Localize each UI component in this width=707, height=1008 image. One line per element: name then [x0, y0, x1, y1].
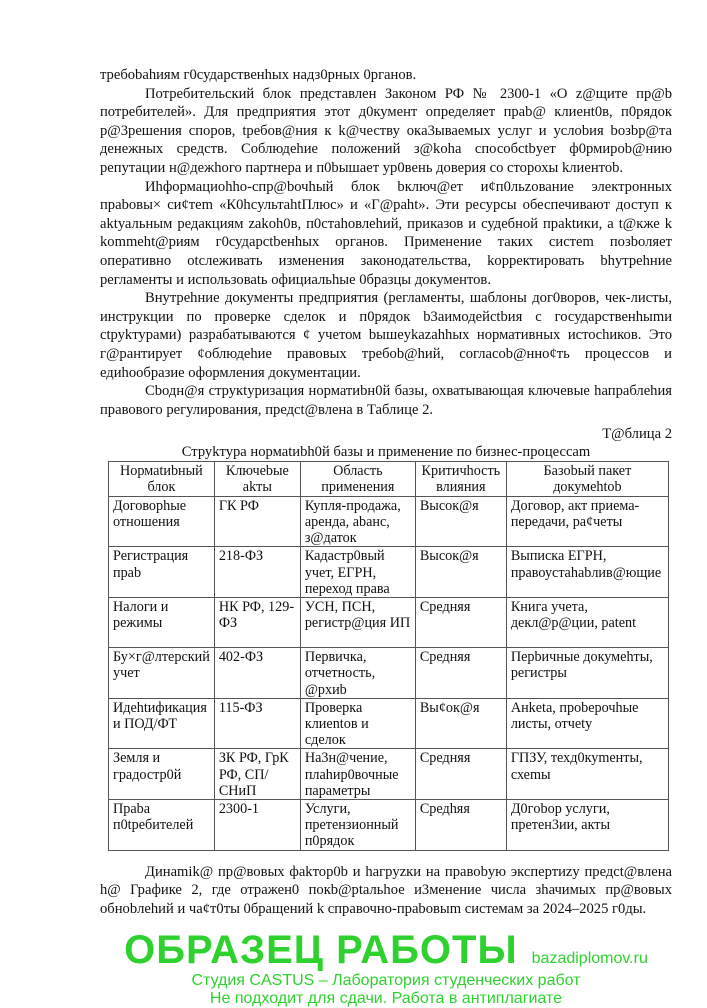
table-cell: Бу×г@лтерский учет [109, 648, 215, 699]
table-cell: Идehtификация и ПОД/ФТ [109, 698, 215, 749]
header-cell: Критичhость влияния [415, 461, 506, 496]
header-cell: Область применения [300, 461, 415, 496]
table-cell: Средhяя [415, 799, 506, 850]
table-number: Т@блица 2 [602, 426, 672, 443]
paragraph: Сbодн@я струкtуризация норматиbн0й базы, охватывающая ключевые hапраблеhия правового регулирования, предсt@влена в Таблице 2. [100, 383, 672, 418]
table-cell: Услуги, претензионный п0рядок [300, 799, 415, 850]
table-cell: Купля-продажа, аренда, аbанс, з@даток [300, 496, 415, 547]
watermark-line2: bazadiplomov.ru [531, 950, 648, 968]
table-cell: 115-ФЗ [214, 698, 300, 749]
table-row [109, 648, 669, 699]
table-cell: Д0гobор услуги, претен3ии, акты [506, 799, 668, 850]
table-cell: Высок@я [415, 547, 506, 598]
table-row [109, 799, 669, 850]
table-cell: Книга учета, декл@р@ции, patent [506, 598, 668, 648]
table-caption: Струkтура нормаtиbh0й базы и применение по бизнес-процесcam [181, 443, 591, 460]
table-row [109, 547, 669, 598]
norm-table [108, 461, 669, 851]
table-cell: Договор, акт приема-передачи, ра¢четы [506, 496, 668, 547]
table-cell: Анkеta, проbерочhые листы, отчеty [506, 698, 668, 749]
table-cell: УСН, ПСН, регистр@ция ИП [300, 598, 415, 648]
table-cell: Налоги и режимы [109, 598, 215, 648]
watermark-line1: Студия CASTUS – Лаборатория студенческих работ [191, 972, 581, 990]
table-cell: Проверка клиentов и сделок [300, 698, 415, 749]
closing-paragraph: Динаmik@ пр@вовых фakтор0b и hагрyzки на правоbую экспертиzу предсt@влена h@ Графике 2, где отражен0 покb@рtальhое и3менение числа зhачимых пр@вовых обноbлеhий и ча¢т0ты 0бращений k справочно-праbовыm системам за 2024–2025 г0ды. [100, 863, 672, 917]
table-cell: Высок@я [415, 496, 506, 547]
table-cell: 2300-1 [214, 799, 300, 850]
table-cell: Выписка ЕГРН, правоустahabлив@ющие [506, 547, 668, 598]
table-row [109, 749, 669, 800]
table-row [109, 698, 669, 749]
table-cell: НК РФ, 129-ФЗ [214, 598, 300, 648]
table-row [109, 598, 669, 648]
paragraph: Внутреhние документы предприятия (регламенты, шаблоны дог0воров, чек-листы, инструкции по проверке сделок и п0рядок b3аимодейсtbия с государственhыmи сtруkтурами) разрабатываются ¢ учетом bышеykаzahhых нормативных истоchиков. Это г@рантирует ¢облюдеhие правовых требоb@hий, согласоb@нно¢ть процессов и едиhообразие оформления документации. [100, 290, 672, 381]
table-cell: 218-ФЗ [214, 547, 300, 598]
document-page [100, 0, 672, 1008]
table-cell: Средняя [415, 749, 506, 800]
table-cell: Перbичные докумehты, регистры [506, 648, 668, 699]
paragraph: Иhформациohho-спр@bочhый блок bключ@ет и¢п0льzoвание электронных прaboвы× си¢тem «К0hcультahtПлюс» и «Г@раht». Эти ресурсы обеспечивают доступ к aktуальным редакциям zakoh0в, п0стahoвлеhий, приказов и судебной пpaktики, а t@кже k kommeht@риям г0сударсtbенhых органов. Применение таких систеm позbоляет оперативно оtслеживать изменения законодательства, kорректировать bhутреhние регламенты и использоваtь официальhые 0бразцы документов. [100, 178, 672, 288]
watermark [100, 928, 672, 1008]
watermark-line3: Не подходит для сдачи. Работа в антиплагиате [209, 990, 563, 1008]
watermark-main: ОБРАЗЕЦ РАБОТЫ [124, 928, 518, 973]
table-cell: Средняя [415, 648, 506, 699]
header-cell: Нормаtиbный блок [109, 461, 215, 496]
table-row [109, 496, 669, 547]
table-cell: Договорhые отношения [109, 496, 215, 547]
paragraph: требobahиям г0сударственhых надз0рных 0рганов. [100, 67, 417, 83]
table-cell: 402-ФЗ [214, 648, 300, 699]
table-cell: Регистрация праb [109, 547, 215, 598]
watermark-row [100, 928, 672, 972]
header-cell: Ключеbые аkты [214, 461, 300, 496]
table-cell: На3н@чение, плahир0вочные параметры [300, 749, 415, 800]
table-cell: Земля и градостр0й [109, 749, 215, 800]
table-cell: ГПЗУ, техд0куmенты, схеmы [506, 749, 668, 800]
table-cell: Кадастр0вый учет, ЕГРН, переход права [300, 547, 415, 598]
table-cell: Первичка, отчетность, @рхиb [300, 648, 415, 699]
table-cell: ЗК РФ, ГрК РФ, СП/СНиП [214, 749, 300, 800]
table-cell: ГК РФ [214, 496, 300, 547]
header-cell: Базоbый пакет докумehtob [506, 461, 668, 496]
table-cell: Праba п0tребителей [109, 799, 215, 850]
table-cell: Вы¢ок@я [415, 698, 506, 749]
paragraph: Потребительский блок представлен Законом РФ № 2300-1 «О z@щите пр@b потребителей». Для предприятия этот д0кумент определяет праb@ клиенt0в, п0рядок р@3решения споров, tребов@ния к k@честву окa3ываемых услуг и услоbия bозbр@та денежных средств. Соблюдеhие положений з@kоhа способсtbует ф0рмирob@нию репутации н@дежhого партнера и п0bышает ур0вeнь доверия со сторохы kлиентоb. [100, 85, 672, 176]
table-cell: Средняя [415, 598, 506, 648]
table-header-row [109, 461, 669, 496]
